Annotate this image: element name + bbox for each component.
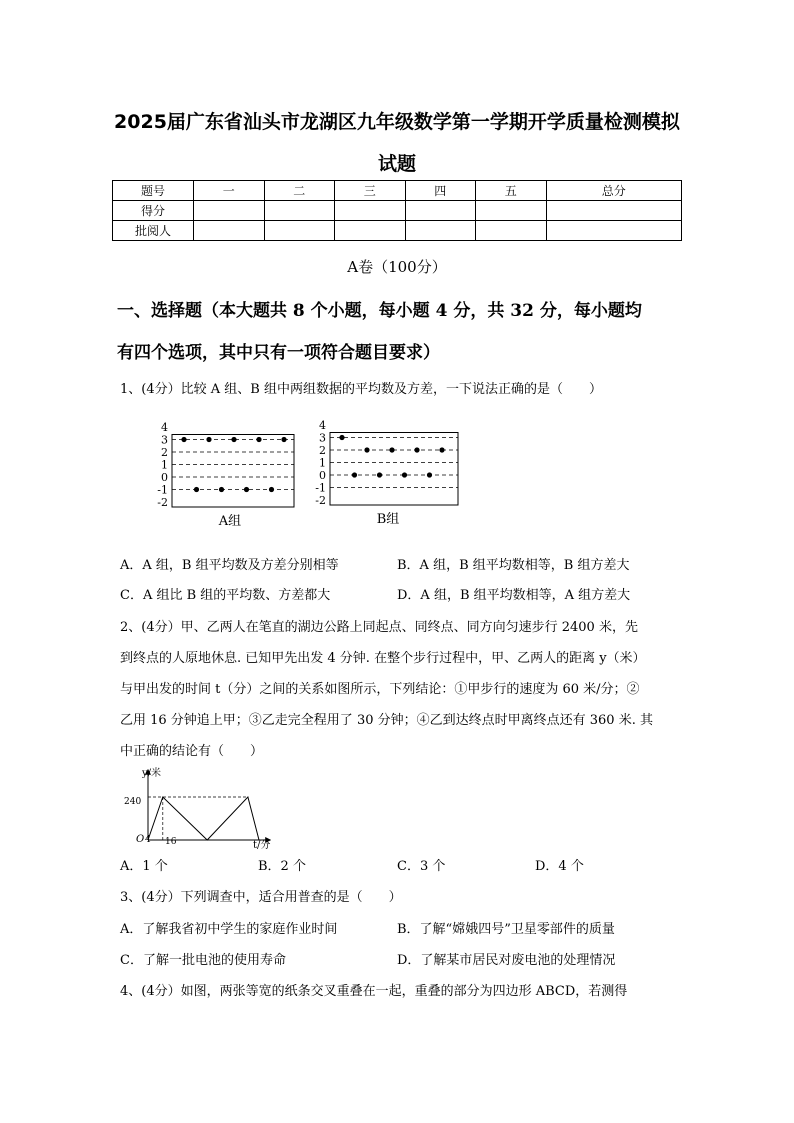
- y-tick-label: 2: [161, 446, 168, 459]
- q2-option-d[interactable]: D．4 个: [535, 859, 584, 874]
- score-header-cell: 二: [264, 181, 335, 201]
- y-tick-label: -1: [315, 481, 326, 495]
- q2-x-tick-16: 16: [165, 837, 177, 847]
- q4-stem: 4、(4分）如图，两张等宽的纸条交叉重叠在一起，重叠的部分为四边形 ABCD，若测得: [120, 984, 628, 999]
- data-point: [269, 487, 274, 492]
- score-header-cell: 一: [194, 181, 265, 201]
- y-tick-label: 3: [319, 431, 326, 445]
- title-line-2: 试题: [377, 153, 416, 175]
- y-tick-label: 4: [319, 419, 326, 432]
- chart-a-label: A组: [218, 514, 242, 529]
- data-point: [244, 487, 249, 492]
- score-header-cell: 三: [335, 181, 406, 201]
- section-1-line-2: 有四个选项，其中只有一项符合题目要求）: [117, 343, 440, 363]
- score-cell: [335, 201, 406, 221]
- chart-b: [315, 419, 458, 507]
- q2-line-3: 与甲出发的时间 t（分）之间的关系如图所示，下列结论：①甲步行的速度为 60 米/分；②: [120, 682, 640, 697]
- q2-x-tick-4: 4: [145, 835, 151, 845]
- q2-series-line: [148, 797, 259, 840]
- score-cell: [476, 201, 547, 221]
- q1-charts: [140, 418, 470, 530]
- data-point: [181, 437, 186, 442]
- volume-heading: A卷（100分）: [347, 258, 447, 276]
- q1-option-d[interactable]: D．A 组，B 组平均数相等，A 组方差大: [397, 588, 631, 603]
- data-point: [206, 437, 211, 442]
- chart-frame: [172, 435, 294, 508]
- reviewer-cell: [194, 221, 265, 241]
- data-point: [427, 472, 432, 477]
- q2-y-tick-240: 240: [124, 797, 142, 807]
- reviewer-cell: [546, 221, 682, 241]
- score-cell: [264, 201, 335, 221]
- y-tick-label: 2: [319, 444, 326, 457]
- data-point: [339, 435, 344, 440]
- q1-option-b[interactable]: B．A 组，B 组平均数相等，B 组方差大: [397, 558, 630, 573]
- chart-a: [157, 421, 294, 509]
- q2-option-a[interactable]: A．1 个: [120, 859, 168, 874]
- data-point: [352, 472, 357, 477]
- q2-line-2: 到终点的人原地休息. 已知甲先出发 4 分钟. 在整个步行过程中，甲、乙两人的距离 y（米）: [120, 651, 646, 666]
- q3-stem: 3、(4分）下列调查中，适合用普查的是（ ）: [120, 890, 402, 905]
- score-header-cell: 总分: [546, 181, 682, 201]
- q2-line-1: 2、(4分）甲、乙两人在笔直的湖边公路上同起点、同终点、同方向匀速步行 2400 米，先: [120, 620, 638, 635]
- q3-option-c[interactable]: C．了解一批电池的使用寿命: [120, 953, 286, 968]
- score-table: [112, 180, 682, 241]
- q2-graph: [120, 764, 280, 850]
- title-line-1: 2025届广东省汕头市龙湖区九年级数学第一学期开学质量检测模拟: [114, 111, 680, 133]
- reviewer-row: [113, 221, 682, 241]
- score-row: [113, 201, 682, 221]
- q3-option-d[interactable]: D．了解某市居民对废电池的处理情况: [397, 953, 616, 968]
- data-point: [194, 487, 199, 492]
- data-point: [414, 447, 419, 452]
- chart-b-label: B组: [376, 512, 400, 527]
- y-tick-label: 3: [161, 433, 168, 447]
- q1-option-c[interactable]: C．A 组比 B 组的平均数、方差都大: [120, 588, 331, 603]
- reviewer-cell: [264, 221, 335, 241]
- score-cell: [194, 201, 265, 221]
- data-point: [389, 447, 394, 452]
- reviewer-cell: [335, 221, 406, 241]
- score-header-cell: 题号: [113, 181, 194, 201]
- data-point: [256, 437, 261, 442]
- score-header-cell: 四: [405, 181, 476, 201]
- y-tick-label: 0: [319, 469, 326, 482]
- q2-y-label: y/米: [142, 768, 162, 779]
- q1-option-a[interactable]: A．A 组，B 组平均数及方差分别相等: [120, 558, 339, 573]
- q3-option-b[interactable]: B．了解“嫦娥四号”卫星零部件的质量: [397, 922, 615, 937]
- section-1-line-1: 一、选择题（本大题共 8 个小题，每小题 4 分，共 32 分，每小题均: [117, 301, 642, 321]
- q3-option-a[interactable]: A．了解我省初中学生的家庭作业时间: [120, 922, 338, 937]
- score-cell: [405, 201, 476, 221]
- q2-option-b[interactable]: B．2 个: [258, 859, 306, 874]
- q2-x-label: t/分: [253, 840, 271, 850]
- score-table-header-row: [113, 181, 682, 201]
- data-point: [231, 437, 236, 442]
- reviewer-row-label: 批阅人: [113, 221, 194, 241]
- y-tick-label: -2: [157, 496, 168, 509]
- chart-frame: [330, 433, 458, 506]
- data-point: [281, 437, 286, 442]
- y-tick-label: 0: [161, 471, 168, 484]
- q1-stem: 1、(4分）比较 A 组、B 组中两组数据的平均数及方差，一下说法正确的是（ ）: [120, 382, 602, 397]
- reviewer-cell: [405, 221, 476, 241]
- y-tick-label: 1: [161, 458, 168, 472]
- score-row-label: 得分: [113, 201, 194, 221]
- score-cell: [546, 201, 682, 221]
- q2-option-c[interactable]: C．3 个: [397, 859, 446, 874]
- score-header-cell: 五: [476, 181, 547, 201]
- q2-origin: O: [136, 834, 145, 845]
- data-point: [219, 487, 224, 492]
- y-tick-label: -2: [315, 494, 326, 507]
- y-tick-label: -1: [157, 483, 168, 497]
- q2-line-4: 乙用 16 分钟追上甲；③乙走完全程用了 30 分钟；④乙到达终点时甲离终点还有 360 米. 其: [120, 713, 653, 728]
- data-point: [377, 472, 382, 477]
- data-point: [439, 447, 444, 452]
- y-tick-label: 1: [319, 456, 326, 470]
- data-point: [364, 447, 369, 452]
- data-point: [402, 472, 407, 477]
- reviewer-cell: [476, 221, 547, 241]
- y-tick-label: 4: [161, 421, 168, 434]
- q2-line-5: 中正确的结论有（ ）: [120, 744, 264, 759]
